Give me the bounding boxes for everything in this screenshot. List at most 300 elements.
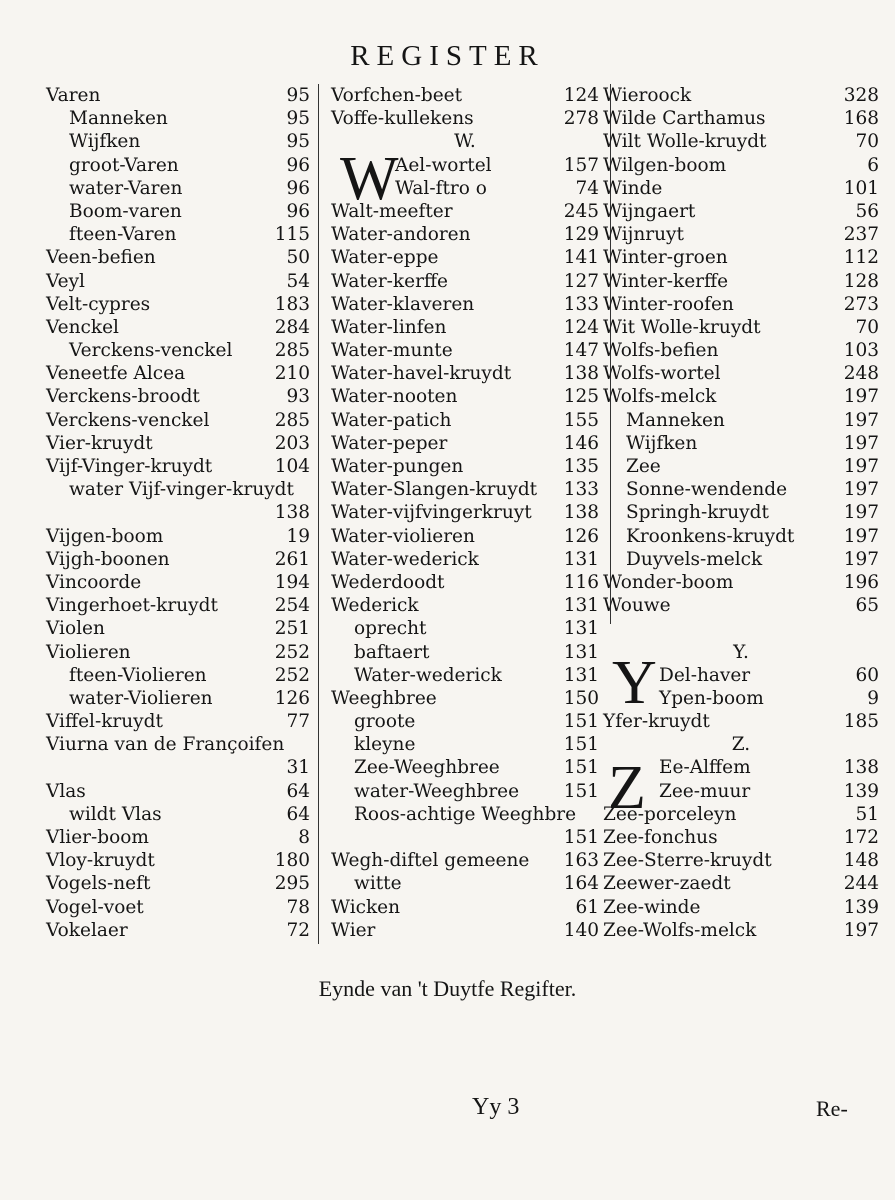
register-entry [603, 409, 879, 432]
register-entry [46, 316, 310, 339]
page-number: 157 [563, 154, 599, 176]
page-number: 96 [286, 154, 310, 176]
entry-name: Zee-Sterre-kruydt [603, 850, 772, 872]
entry-name: Wolfs-melck [603, 386, 717, 408]
entry-name: Vingerhoet-kruydt [46, 595, 218, 617]
entry-name: Wijfken [626, 432, 698, 454]
page-number: 203 [274, 432, 310, 454]
page-number: 125 [563, 386, 599, 408]
register-entry [603, 177, 879, 200]
page-number: 172 [843, 827, 879, 848]
entry-name: Water-pungen [331, 456, 464, 477]
entry-name: Winter-kerffe [603, 270, 729, 292]
register-entry [331, 270, 599, 293]
entry-name: kleyne [354, 734, 416, 756]
page-number: 56 [855, 200, 879, 222]
page-number: 261 [274, 548, 310, 570]
register-entry [331, 594, 599, 617]
entry-name: Wieroock [603, 85, 692, 106]
entry-name: Wegh-diftel gemeene [331, 850, 530, 872]
entry-name: Veneetfe Alcea [46, 363, 186, 385]
entry-name: Verckens-broodt [46, 386, 200, 408]
drop-initial-z: Z [608, 754, 646, 822]
page-number: 140 [563, 919, 599, 941]
page-number: 185 [843, 711, 879, 733]
entry-name: Ypen-boom [659, 687, 764, 709]
page-number: 210 [274, 363, 310, 385]
register-entry [46, 525, 310, 548]
register-entry [331, 849, 599, 872]
page-number: 124 [563, 85, 599, 106]
entry-name: Boom-varen [69, 200, 182, 222]
page-number: 9 [867, 687, 879, 709]
register-entry [603, 594, 879, 617]
register-entry [603, 432, 879, 455]
page-number: 197 [843, 525, 879, 547]
entry-name: Wederick [331, 595, 419, 617]
register-entry [46, 571, 310, 594]
page-number: 31 [286, 757, 310, 779]
page-number: 126 [274, 687, 310, 709]
entry-name: Verckens-venckel [46, 409, 210, 431]
register-entry [46, 362, 310, 385]
page-number: 147 [563, 340, 599, 362]
page-number: 60 [855, 664, 879, 686]
register-entry [331, 409, 599, 432]
register-entry [331, 432, 599, 455]
entry-name: Zee-Weeghbree [354, 757, 500, 779]
register-entry [331, 872, 599, 895]
page-number: 151 [563, 827, 599, 848]
entry-name: Walt-meefter [331, 200, 453, 222]
entry-name: Wilde Carthamus [603, 108, 766, 130]
entry-name: Vogels-neft [46, 873, 151, 895]
register-entry [603, 455, 879, 478]
entry-name: baftaert [354, 641, 430, 663]
page-number: 72 [286, 919, 310, 941]
entry-name: Water-eppe [331, 247, 439, 269]
page-number: 131 [563, 548, 599, 570]
entry-name: Wit Wolle-kruydt [603, 316, 761, 338]
register-entry [603, 293, 879, 316]
page-number: 252 [274, 664, 310, 686]
page-number: 285 [274, 409, 310, 431]
entry-name: Water-munte [331, 340, 453, 362]
page-title: REGISTER [350, 40, 545, 72]
page-number: 197 [843, 479, 879, 501]
entry-name: water-Violieren [69, 687, 213, 709]
page-number: 61 [575, 896, 599, 918]
page-number: 284 [274, 316, 310, 338]
entry-name: Wijngaert [603, 200, 696, 222]
page-number: 95 [286, 85, 310, 106]
page-number: 328 [843, 85, 879, 106]
register-entry [331, 316, 599, 339]
entry-name: Water-andoren [331, 224, 471, 246]
page-number: 197 [843, 548, 879, 570]
entry-name: Del-haver [659, 664, 751, 686]
entry-name: Vlas [46, 780, 86, 802]
entry-name: Water-nooten [331, 386, 458, 408]
entry-name: Vijgen-boom [46, 525, 164, 547]
entry-name: Ael-wortel [395, 154, 492, 176]
page-number: 96 [286, 177, 310, 199]
page-number: 150 [563, 687, 599, 709]
page-number: 244 [843, 873, 879, 895]
register-entry [46, 641, 310, 664]
entry-name: Zee-muur [659, 780, 751, 802]
page-number: 197 [843, 456, 879, 477]
register-entry [46, 803, 310, 826]
entry-name: Wilt Wolle-kruydt [603, 131, 767, 153]
page-number: 112 [843, 247, 879, 269]
catchword: Re- [816, 1096, 848, 1121]
entry-name: Manneken [626, 409, 725, 431]
entry-name: Velt-cypres [46, 293, 151, 315]
page-number: 131 [563, 618, 599, 640]
entry-name: Water-havel-kruydt [331, 363, 512, 385]
page-number: 197 [843, 502, 879, 524]
entry-name: Wijnruyt [603, 224, 684, 246]
register-entry [331, 617, 599, 640]
page-number: 245 [563, 200, 599, 222]
register-entry [331, 246, 599, 269]
entry-name: Vijf-Vinger-kruydt [46, 456, 213, 477]
entry-name: Manneken [69, 108, 168, 130]
register-entry [603, 385, 879, 408]
register-entry [331, 478, 599, 501]
page-number: 168 [843, 108, 879, 130]
page-number: 131 [563, 664, 599, 686]
register-entry [331, 919, 599, 942]
entry-name: fteen-Varen [69, 224, 177, 246]
register-entry [46, 246, 310, 269]
page-number: 139 [843, 896, 879, 918]
entry-name: Ee-Alffem [659, 757, 751, 779]
entry-name: Y. [733, 641, 749, 663]
entry-name: Roos-achtige Weeghbre [354, 803, 577, 825]
page-number: 50 [286, 247, 310, 269]
entry-name: Water-Slangen-kruydt [331, 479, 538, 501]
entry-name: Water-wederick [354, 664, 502, 686]
entry-name: Voffe-kullekens [331, 108, 474, 130]
register-entry [46, 107, 310, 130]
entry-name: Weeghbree [331, 687, 437, 709]
page-number: 295 [274, 873, 310, 895]
page-number: 151 [563, 734, 599, 756]
page-number: 237 [843, 224, 879, 246]
register-entry [331, 339, 599, 362]
page-number: 19 [286, 525, 310, 547]
register-entry [46, 455, 310, 478]
register-entry [603, 339, 879, 362]
register-entry [46, 664, 310, 687]
entry-name: Winde [603, 177, 663, 199]
page-number: 133 [563, 293, 599, 315]
register-entry [46, 339, 310, 362]
page-number: 95 [286, 108, 310, 130]
register-entry [46, 896, 310, 919]
entry-name: Water-kerffe [331, 270, 449, 292]
entry-name: Vincoorde [46, 571, 142, 593]
page-number: 6 [867, 154, 879, 176]
register-entry [331, 756, 599, 779]
register-entry [603, 571, 879, 594]
register-entry [603, 872, 879, 895]
register-entry [331, 455, 599, 478]
register-entry [603, 849, 879, 872]
page-number: 126 [563, 525, 599, 547]
register-entry [46, 270, 310, 293]
register-entry [603, 130, 879, 153]
page-number: 101 [843, 177, 879, 199]
page-number: 196 [843, 571, 879, 593]
column-rule [318, 84, 319, 944]
entry-name: Veen-befien [46, 247, 156, 269]
page-number: 54 [286, 270, 310, 292]
register-entry [603, 501, 879, 524]
page-number: 285 [274, 340, 310, 362]
page-number: 139 [843, 780, 879, 802]
register-entry [46, 200, 310, 223]
entry-name: Wier [331, 919, 376, 941]
page-number: 103 [843, 340, 879, 362]
entry-name: Wilgen-boom [603, 154, 727, 176]
register-entry [603, 826, 879, 849]
entry-name: Water-vijfvingerkruyt [331, 502, 532, 524]
entry-name: Water-violieren [331, 525, 475, 547]
entry-name: water-Varen [69, 177, 183, 199]
entry-name: Varen [46, 85, 101, 106]
page-number: 273 [843, 293, 879, 315]
entry-name: Duyvels-melck [626, 548, 763, 570]
entry-name: Veyl [46, 270, 85, 292]
register-entry [603, 84, 879, 107]
register-entry [46, 130, 310, 153]
register-entry [603, 617, 879, 640]
signature-mark: Yy 3 [472, 1094, 520, 1120]
page-number: 131 [563, 641, 599, 663]
register-entry [46, 919, 310, 942]
register-entry [331, 525, 599, 548]
page-number: 197 [843, 432, 879, 454]
entry-name: Wal-ftro o [395, 177, 487, 199]
page-number: 131 [563, 595, 599, 617]
register-end-note: Eynde van 't Duytfe Regifter. [318, 976, 577, 1001]
register-entry [331, 548, 599, 571]
page-number: 115 [274, 224, 310, 246]
register-entry [331, 107, 599, 130]
entry-name: Viurna van de Françoifen [46, 734, 285, 756]
entry-name: Wederdoodt [331, 571, 445, 593]
register-entry [603, 107, 879, 130]
entry-name: Viffel-kruydt [46, 711, 163, 733]
entry-name: Zee-fonchus [603, 827, 718, 848]
entry-name: Vijgh-boonen [46, 548, 170, 570]
register-entry [603, 548, 879, 571]
register-entry [46, 501, 310, 524]
page-number: 164 [563, 873, 599, 895]
register-entry [46, 617, 310, 640]
page-number: 70 [855, 131, 879, 153]
register-entry [46, 687, 310, 710]
entry-name: oprecht [354, 618, 427, 640]
register-entry [331, 641, 599, 664]
section-letter [603, 733, 879, 756]
register-entry [331, 710, 599, 733]
entry-name: Sonne-wendende [626, 479, 788, 501]
entry-name: Zee [626, 456, 661, 477]
entry-name: Wouwe [603, 595, 671, 617]
register-entry [603, 525, 879, 548]
register-entry [46, 478, 310, 501]
page-number: 151 [563, 780, 599, 802]
register-entry [46, 385, 310, 408]
entry-name: Springh-kruydt [626, 502, 769, 524]
entry-name: Vloy-kruydt [46, 850, 155, 872]
register-entry [331, 223, 599, 246]
page-number: 155 [563, 409, 599, 431]
register-entry [46, 154, 310, 177]
page-number: 65 [855, 595, 879, 617]
page-number: 129 [563, 224, 599, 246]
page-number: 163 [563, 850, 599, 872]
entry-name: Wicken [331, 896, 401, 918]
entry-name: Zee-winde [603, 896, 701, 918]
entry-name: Wonder-boom [603, 571, 734, 593]
entry-name: Vlier-boom [46, 827, 149, 848]
register-entry [603, 200, 879, 223]
register-entry [46, 223, 310, 246]
register-entry [331, 896, 599, 919]
page-number: 252 [274, 641, 310, 663]
entry-name: Zee-porceleyn [603, 803, 737, 825]
register-entry [331, 293, 599, 316]
page-number: 77 [286, 711, 310, 733]
register-entry [46, 409, 310, 432]
register-entry [46, 548, 310, 571]
entry-name: Vier-kruydt [46, 432, 153, 454]
register-column-1 [46, 84, 310, 942]
entry-name: Wolfs-wortel [603, 363, 721, 385]
register-entry [331, 826, 599, 849]
register-entry [46, 177, 310, 200]
page-number: 133 [563, 479, 599, 501]
page-number: 138 [274, 502, 310, 524]
entry-name: Violen [46, 618, 105, 640]
entry-name: groot-Varen [69, 154, 179, 176]
register-entry [46, 733, 310, 756]
entry-name: Winter-roofen [603, 293, 734, 315]
entry-name: Zee-Wolfs-melck [603, 919, 757, 941]
entry-name: Wijfken [69, 131, 141, 153]
page-number: 93 [286, 386, 310, 408]
page-number: 104 [274, 456, 310, 477]
entry-name: groote [354, 711, 416, 733]
entry-name: Water-klaveren [331, 293, 475, 315]
page-number: 74 [575, 177, 599, 199]
entry-name: Zeewer-zaedt [603, 873, 731, 895]
entry-name: water-Weeghbree [354, 780, 520, 802]
entry-name: water Vijf-vinger-kruydt [69, 479, 294, 501]
page-number: 78 [286, 896, 310, 918]
page-number: 197 [843, 409, 879, 431]
entry-name: wildt Vlas [69, 803, 162, 825]
page-number: 128 [843, 270, 879, 292]
register-entry [331, 385, 599, 408]
register-entry [46, 84, 310, 107]
entry-name: Kroonkens-kruydt [626, 525, 795, 547]
entry-name: fteen-Violieren [69, 664, 207, 686]
page-number: 248 [843, 363, 879, 385]
entry-name: Water-patich [331, 409, 452, 431]
register-entry [331, 84, 599, 107]
page-number: 148 [843, 850, 879, 872]
register-entry [46, 826, 310, 849]
register-entry [603, 478, 879, 501]
entry-name: Vokelaer [46, 919, 128, 941]
register-entry [331, 780, 599, 803]
entry-name: Yfer-kruydt [603, 711, 710, 733]
register-entry [46, 756, 310, 779]
page-number: 197 [843, 919, 879, 941]
page-number: 64 [286, 803, 310, 825]
page-number: 151 [563, 757, 599, 779]
entry-name: Vogel-voet [46, 896, 144, 918]
register-entry [331, 501, 599, 524]
entry-name: Vorfchen-beet [331, 85, 463, 106]
page-number: 138 [563, 363, 599, 385]
register-entry [603, 154, 879, 177]
register-entry [331, 803, 599, 826]
page-number: 64 [286, 780, 310, 802]
entry-name: Venckel [46, 316, 119, 338]
page-number: 116 [563, 571, 599, 593]
page-number: 124 [563, 316, 599, 338]
register-entry [603, 246, 879, 269]
page-number: 8 [298, 827, 310, 848]
register-entry [46, 780, 310, 803]
page-number: 70 [855, 316, 879, 338]
page-number: 180 [274, 850, 310, 872]
page-number: 138 [563, 502, 599, 524]
register-entry [603, 362, 879, 385]
register-entry [603, 223, 879, 246]
register-entry [46, 293, 310, 316]
page-number: 278 [563, 108, 599, 130]
register-entry [331, 571, 599, 594]
register-entry [46, 849, 310, 872]
register-entry [603, 270, 879, 293]
page-number: 183 [274, 293, 310, 315]
entry-name: W. [454, 131, 476, 153]
drop-initial-w: W [340, 145, 399, 213]
entry-name: Violieren [46, 641, 131, 663]
register-entry [603, 919, 879, 942]
page-number: 141 [563, 247, 599, 269]
page-number: 95 [286, 131, 310, 153]
entry-name: Verckens-venckel [69, 340, 233, 362]
entry-name: witte [354, 873, 402, 895]
register-entry [331, 733, 599, 756]
register-entry [331, 687, 599, 710]
register-entry [46, 432, 310, 455]
page-number: 251 [274, 618, 310, 640]
entry-name: Z. [731, 734, 751, 756]
entry-name: Water-wederick [331, 548, 479, 570]
drop-initial-y: Y [612, 649, 657, 717]
entry-name: Wolfs-befien [603, 340, 719, 362]
